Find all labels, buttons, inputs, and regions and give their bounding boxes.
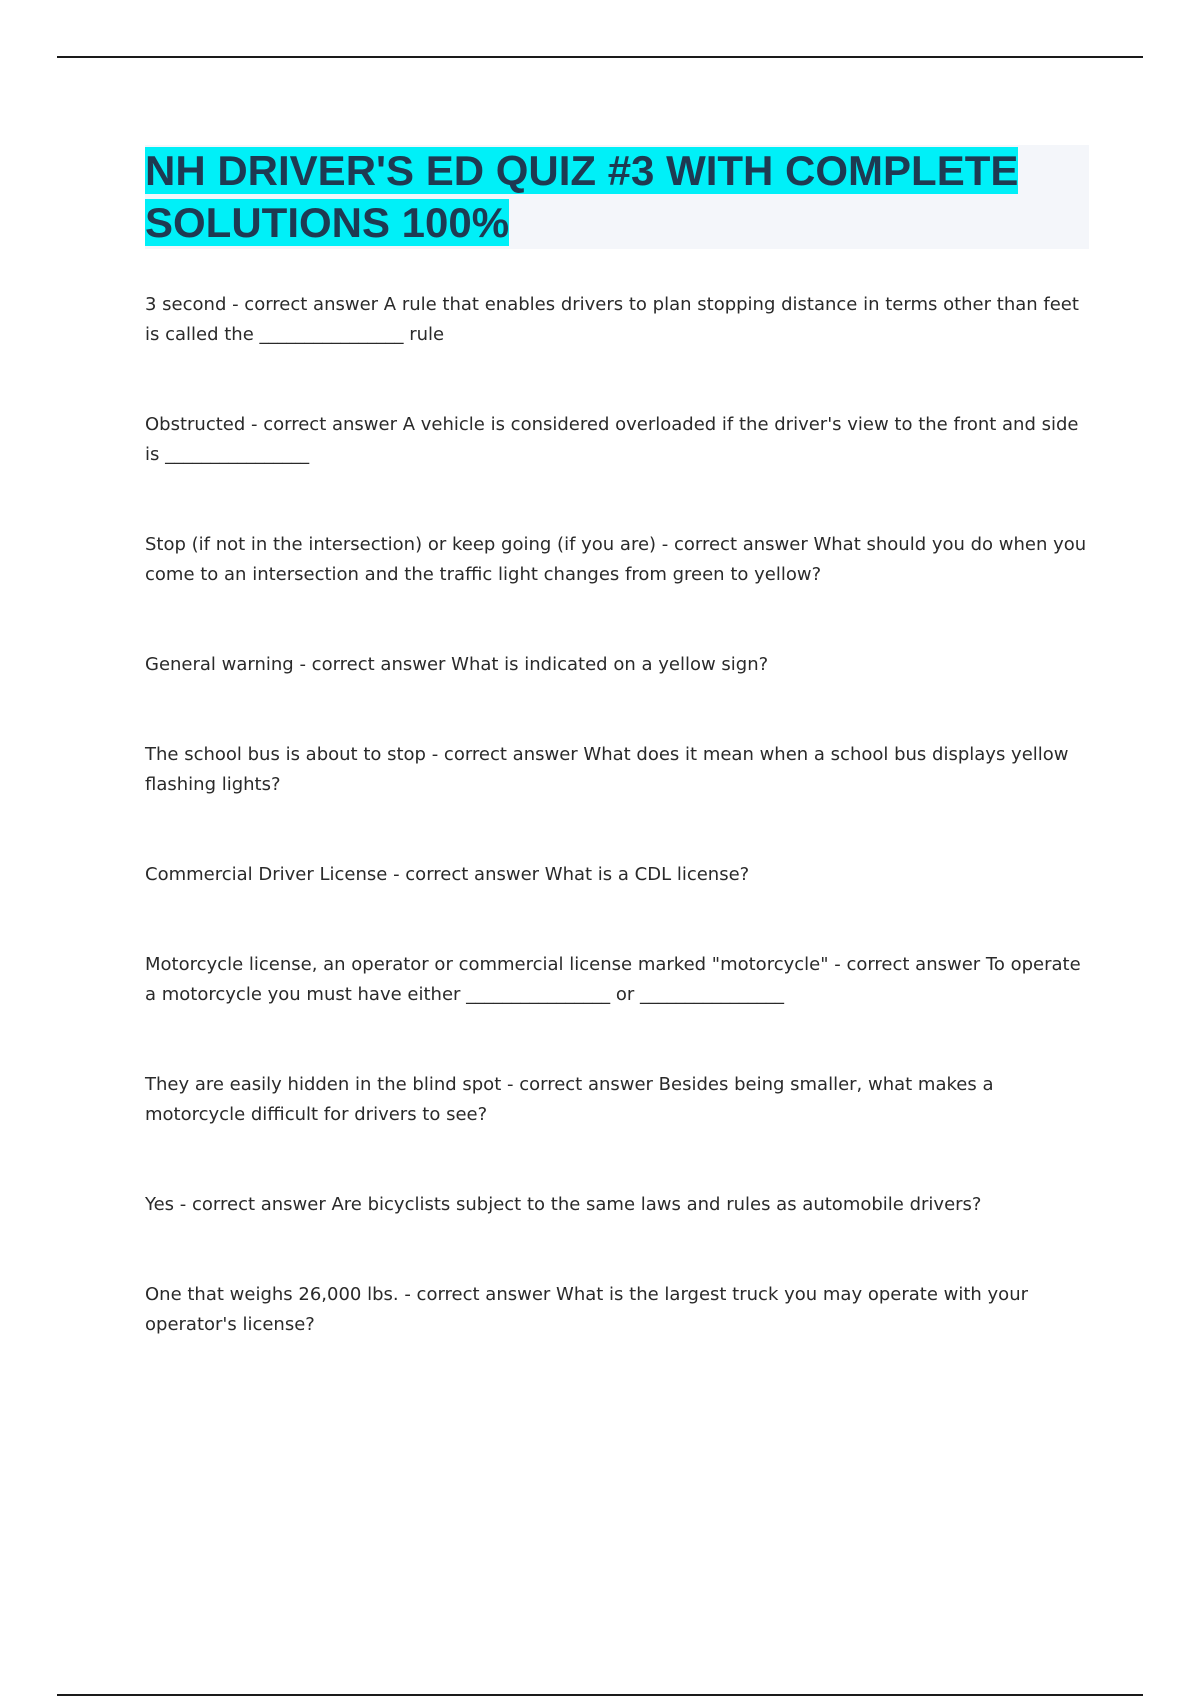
qa-item: Obstructed - correct answer A vehicle is considered overloaded if the driver's view to the front and side is ________________ [145, 414, 1079, 465]
qa-item: Stop (if not in the intersection) or keep going (if you are) - correct answer What should you do when you come to an intersection and the traffic light changes from green to yellow? [145, 534, 1087, 585]
qa-item: They are easily hidden in the blind spot - correct answer Besides being smaller, what makes a motorcycle difficult for drivers to see? [145, 1074, 994, 1125]
page-title [145, 145, 1089, 249]
qa-item: One that weighs 26,000 lbs. - correct answer What is the largest truck you may operate with your operator's license? [145, 1284, 1029, 1335]
title-highlight: NH DRIVER'S ED QUIZ #3 WITH COMPLETE SOLUTIONS 100% [145, 147, 1019, 246]
qa-item: General warning - correct answer What is indicated on a yellow sign? [145, 654, 769, 675]
qa-item: 3 second - correct answer A rule that enables drivers to plan stopping distance in terms other than feet is called the ________________ rule [145, 294, 1079, 345]
bottom-rule [57, 1694, 1143, 1696]
top-rule [57, 56, 1143, 58]
qa-item: Motorcycle license, an operator or commercial license marked "motorcycle" - correct answer To operate a motorcycle you must have either ________________ or ________________ [145, 954, 1081, 1005]
qa-item: Commercial Driver License - correct answer What is a CDL license? [145, 864, 750, 885]
qa-item: Yes - correct answer Are bicyclists subject to the same laws and rules as automobile drivers? [145, 1194, 982, 1215]
title-block [145, 145, 1089, 249]
qa-item: The school bus is about to stop - correct answer What does it mean when a school bus displays yellow flashing lights? [145, 744, 1069, 795]
qa-list [145, 290, 1090, 1340]
